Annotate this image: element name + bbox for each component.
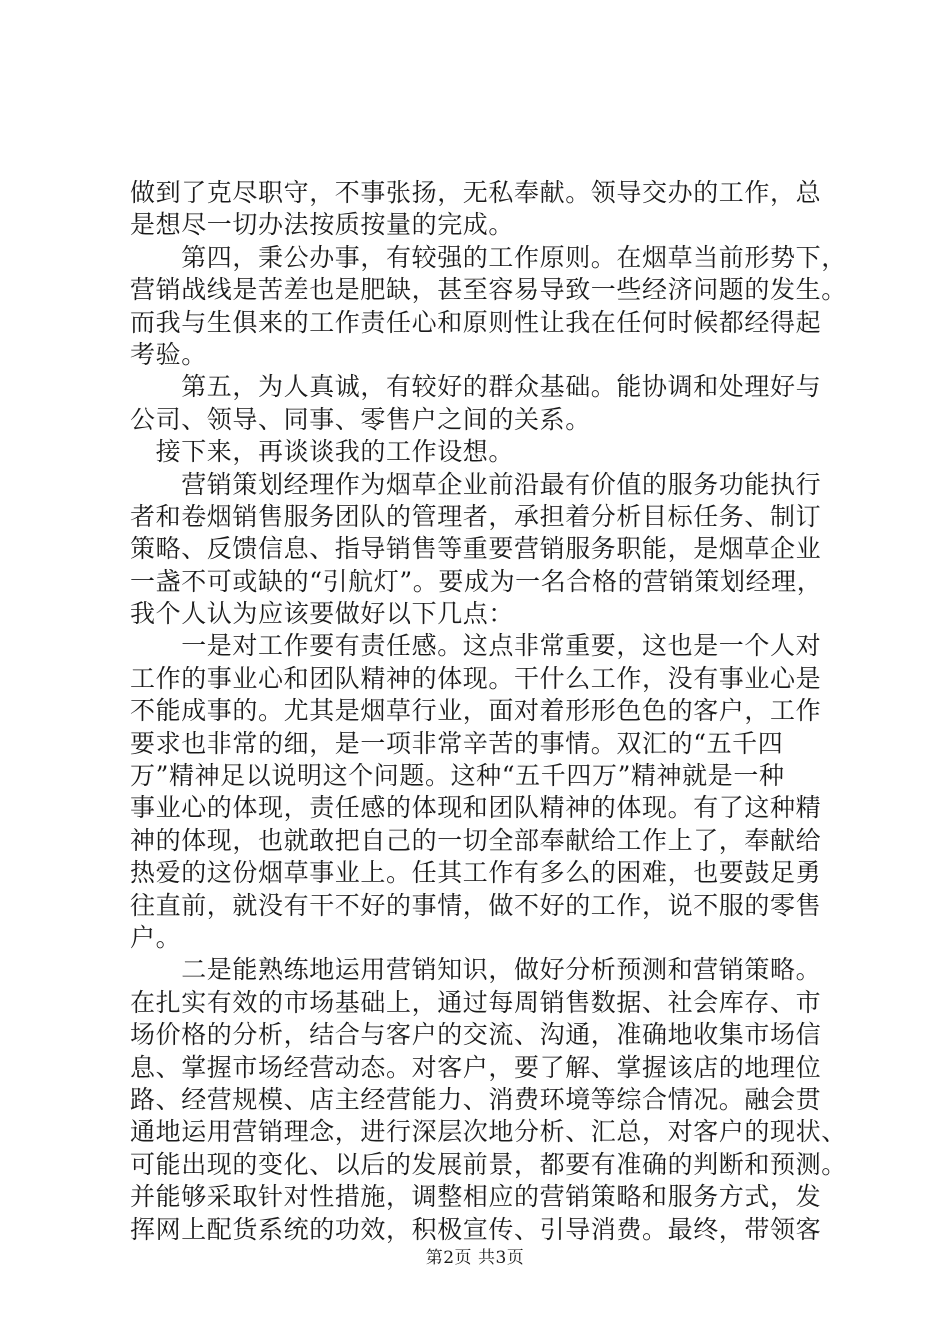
text-line: 神的体现，也就敢把自己的一切全部奉献给工作上了，奉献给 xyxy=(130,825,822,855)
text-line: 工作的事业心和团队精神的体现。干什么工作，没有事业心是 xyxy=(130,663,822,693)
text-line: 不能成事的。尤其是烟草行业，面对着形形色色的客户，工作 xyxy=(130,696,822,726)
text-line: 者和卷烟销售服务团队的管理者，承担着分析目标任务、制订 xyxy=(130,501,822,531)
text-line: 营销策划经理作为烟草企业前沿最有价值的服务功能执行 xyxy=(130,469,822,499)
text-line: 场价格的分析，结合与客户的交流、沟通，准确地收集市场信 xyxy=(130,1020,822,1050)
text-line: 考验。 xyxy=(130,339,207,369)
text-line: 可能出现的变化、以后的发展前景，都要有准确的判断和预测。 xyxy=(130,1149,847,1179)
text-line: 一盏不可或缺的“引航灯”。要成为一名合格的营销策划经理， xyxy=(130,566,823,596)
text-line: 接下来，再谈谈我的工作设想。 xyxy=(130,437,515,467)
text-line: 二是能熟练地运用营销知识，做好分析预测和营销策略。 xyxy=(130,955,822,985)
text-line: 一是对工作要有责任感。这点非常重要，这也是一个人对 xyxy=(130,631,822,661)
text-line: 我个人认为应该要做好以下几点： xyxy=(130,599,515,629)
page-number-footer: 第2页 共3页 xyxy=(425,1248,525,1268)
text-line: 在扎实有效的市场基础上，通过每周销售数据、社会库存、市 xyxy=(130,987,822,1017)
text-line: 往直前，就没有干不好的事情，做不好的工作，说不服的零售 xyxy=(130,890,822,920)
text-line: 是想尽一切办法按质按量的完成。 xyxy=(130,210,515,240)
text-line: 而我与生俱来的工作责任心和原则性让我在任何时候都经得起 xyxy=(130,307,822,337)
text-line: 路、经营规模、店主经营能力、消费环境等综合情况。融会贯 xyxy=(130,1084,822,1114)
text-line: 挥网上配货系统的功效，积极宣传、引导消费。最终，带领客 xyxy=(130,1214,822,1244)
text-line: 第四，秉公办事，有较强的工作原则。在烟草当前形势下， xyxy=(130,242,847,272)
text-line: 户。 xyxy=(130,922,182,952)
text-line: 策略、反馈信息、指导销售等重要营销服务职能，是烟草企业 xyxy=(130,534,822,564)
text-line: 万”精神足以说明这个问题。这种“五千四万”精神就是一种 xyxy=(130,761,785,791)
text-line: 要求也非常的细，是一项非常辛苦的事情。双汇的“五千四 xyxy=(130,728,784,758)
text-line: 热爱的这份烟草事业上。任其工作有多么的困难，也要鼓足勇 xyxy=(130,858,822,888)
text-line: 第五，为人真诚，有较好的群众基础。能协调和处理好与 xyxy=(130,372,822,402)
text-line: 公司、领导、同事、零售户之间的关系。 xyxy=(130,404,591,434)
text-line: 通地运用营销理念，进行深层次地分析、汇总，对客户的现状、 xyxy=(130,1117,847,1147)
text-line: 做到了克尽职守，不事张扬，无私奉献。领导交办的工作，总 xyxy=(130,178,822,207)
document-body xyxy=(130,177,847,1246)
text-line: 营销战线是苦差也是肥缺，甚至容易导致一些经济问题的发生。 xyxy=(130,275,847,305)
text-line: 事业心的体现，责任感的体现和团队精神的体现。有了这种精 xyxy=(130,793,822,823)
text-line: 并能够采取针对性措施，调整相应的营销策略和服务方式，发 xyxy=(130,1182,822,1212)
text-line: 息、掌握市场经营动态。对客户，要了解、掌握该店的地理位 xyxy=(130,1052,822,1082)
